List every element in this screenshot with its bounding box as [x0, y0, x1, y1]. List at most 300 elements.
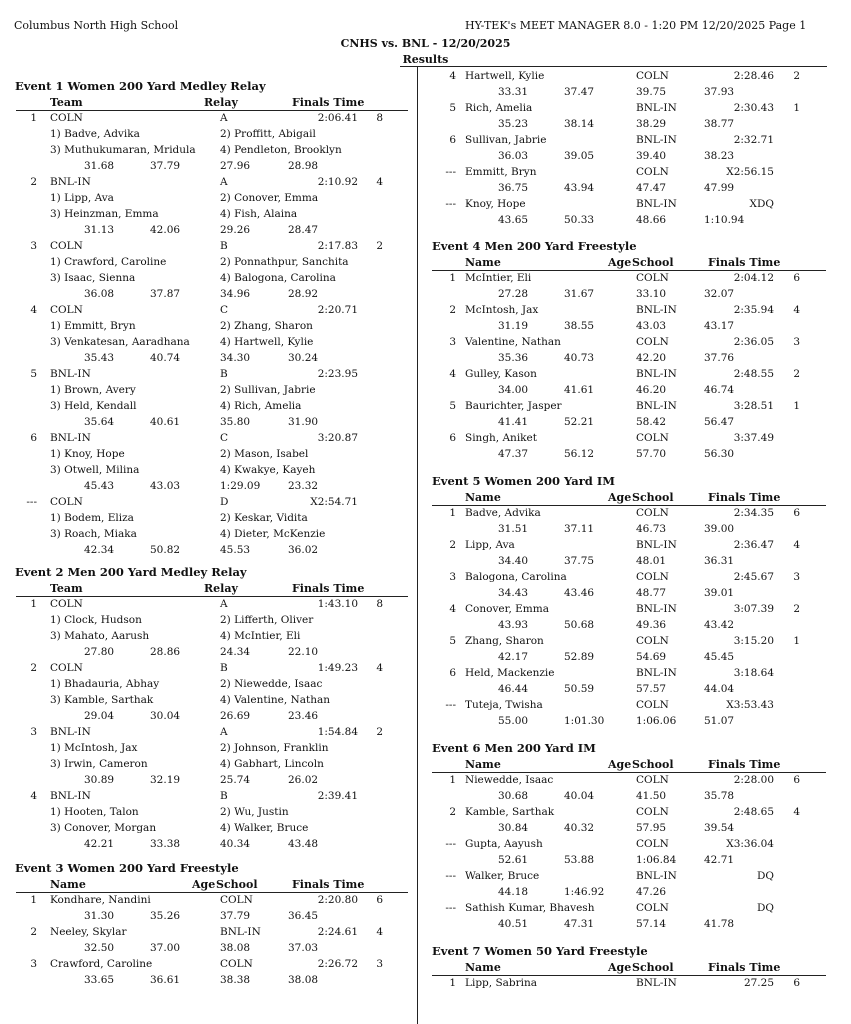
age-header: Age	[608, 961, 632, 974]
swimmer: 3) Muthukumaran, Mridula	[50, 144, 196, 156]
finals-time: 3:07.39	[733, 603, 774, 615]
split-time: 44.04	[704, 683, 735, 695]
swimmer-row	[0, 144, 417, 160]
swimmer: 3) Irwin, Cameron	[50, 758, 148, 770]
points: 4	[376, 926, 383, 938]
split-row	[0, 774, 417, 790]
swimmer: 1) Hooten, Talon	[50, 806, 139, 818]
swimmer-name: Balogona, Carolina	[465, 571, 567, 583]
swimmer-name: Crawford, Caroline	[50, 958, 153, 970]
split-time: 43.03	[636, 320, 667, 332]
age-header: Age	[192, 878, 216, 891]
split-time: 35.78	[704, 790, 735, 802]
split-row	[418, 918, 835, 934]
split-time: 38.08	[288, 974, 319, 986]
school: BNL-IN	[636, 667, 677, 679]
split-time: 53.88	[564, 854, 595, 866]
finals-time-header: Finals Time	[708, 961, 781, 974]
result-row	[418, 198, 835, 214]
split-time: 37.47	[564, 86, 595, 98]
finals-time: 2:24.61	[317, 926, 358, 938]
swimmer-row	[0, 256, 417, 272]
relay-letter: B	[220, 662, 228, 674]
swimmer-name: Gupta, Aayush	[465, 838, 543, 850]
event-title: Event 3 Women 200 Yard Freestyle	[15, 861, 239, 875]
finals-time: 1:49.23	[317, 662, 358, 674]
split-time: 37.93	[704, 86, 735, 98]
school: COLN	[636, 838, 669, 850]
swimmer-name: McIntier, Eli	[465, 272, 532, 284]
place: 1	[449, 272, 456, 284]
school: BNL-IN	[636, 304, 677, 316]
place: 3	[30, 726, 37, 738]
result-row	[418, 977, 835, 993]
result-row	[0, 304, 417, 320]
school-header: School	[632, 961, 674, 974]
results-heading: Results	[402, 53, 449, 66]
split-time: 44.18	[498, 886, 529, 898]
event-title: Event 4 Men 200 Yard Freestyle	[432, 239, 637, 253]
swimmer-row	[0, 464, 417, 480]
split-time: 1:29.09	[220, 480, 261, 492]
finals-time: 2:35.94	[733, 304, 774, 316]
split-time: 36.31	[704, 555, 735, 567]
split-time: 31.30	[84, 910, 115, 922]
points: 6	[376, 894, 383, 906]
result-row	[0, 496, 417, 512]
split-time: 33.10	[636, 288, 667, 300]
school: COLN	[636, 432, 669, 444]
place: 1	[30, 598, 37, 610]
swimmer: 3) Held, Kendall	[50, 400, 137, 412]
relay-letter: A	[220, 726, 228, 738]
finals-time-header: Finals Time	[292, 582, 365, 595]
split-time: 47.26	[636, 886, 667, 898]
team: BNL-IN	[50, 726, 91, 738]
split-row	[418, 715, 835, 731]
place: 1	[449, 507, 456, 519]
split-time: 32.07	[704, 288, 735, 300]
split-time: 40.04	[564, 790, 595, 802]
place: 5	[449, 400, 456, 412]
school: BNL-IN	[636, 977, 677, 989]
school: COLN	[636, 70, 669, 82]
team: COLN	[50, 112, 83, 124]
swimmer: 1) Emmitt, Bryn	[50, 320, 136, 332]
relay-letter: B	[220, 790, 228, 802]
split-row	[418, 651, 835, 667]
split-time: 36.08	[84, 288, 115, 300]
finals-time: X3:53.43	[726, 699, 774, 711]
split-row	[418, 448, 835, 464]
split-row	[418, 288, 835, 304]
finals-time-header: Finals Time	[708, 491, 781, 504]
split-row	[0, 352, 417, 368]
split-time: 50.33	[564, 214, 595, 226]
split-row	[418, 320, 835, 336]
result-row	[0, 240, 417, 256]
split-time: 48.77	[636, 587, 667, 599]
points: 2	[793, 70, 800, 82]
event-title: Event 1 Women 200 Yard Medley Relay	[15, 79, 266, 93]
place: 1	[30, 112, 37, 124]
team-header: Team	[50, 96, 83, 109]
split-time: 37.03	[288, 942, 319, 954]
result-row	[0, 894, 417, 910]
swimmer: 3) Mahato, Aarush	[50, 630, 150, 642]
split-time: 31.68	[84, 160, 115, 172]
finals-time: 2:30.43	[733, 102, 774, 114]
swimmer: 4) Valentine, Nathan	[220, 694, 331, 706]
split-time: 34.30	[220, 352, 251, 364]
school: COLN	[636, 336, 669, 348]
split-time: 39.00	[704, 523, 735, 535]
split-row	[0, 974, 417, 990]
split-time: 43.03	[150, 480, 181, 492]
split-time: 38.08	[220, 942, 251, 954]
split-time: 37.00	[150, 942, 181, 954]
split-time: 28.86	[150, 646, 181, 658]
result-row	[418, 336, 835, 352]
split-time: 56.30	[704, 448, 735, 460]
split-time: 1:01.30	[564, 715, 605, 727]
swimmer: 4) Fish, Alaina	[220, 208, 298, 220]
split-row	[418, 683, 835, 699]
split-time: 30.68	[498, 790, 529, 802]
split-row	[0, 838, 417, 854]
split-time: 34.43	[498, 587, 529, 599]
split-time: 31.13	[84, 224, 115, 236]
swimmer: 3) Kamble, Sarthak	[50, 694, 154, 706]
swimmer-row	[0, 192, 417, 208]
finals-time: 3:20.87	[317, 432, 358, 444]
split-time: 26.02	[288, 774, 319, 786]
event-column-headers	[432, 758, 826, 772]
split-time: 41.78	[704, 918, 735, 930]
swimmer-name: Niewedde, Isaac	[465, 774, 554, 786]
place: 1	[449, 977, 456, 989]
split-time: 32.19	[150, 774, 181, 786]
place: ---	[445, 838, 456, 850]
swimmer-row	[0, 400, 417, 416]
result-row	[418, 304, 835, 320]
swimmer: 1) Bhadauria, Abhay	[50, 678, 160, 690]
split-row	[0, 942, 417, 958]
split-time: 37.11	[564, 523, 595, 535]
swimmer-row	[0, 512, 417, 528]
school: COLN	[636, 272, 669, 284]
result-row	[0, 726, 417, 742]
swimmer-name: Hartwell, Kylie	[465, 70, 545, 82]
result-row	[418, 507, 835, 523]
place: 5	[449, 102, 456, 114]
place: 2	[30, 926, 37, 938]
points: 2	[376, 240, 383, 252]
split-time: 39.40	[636, 150, 667, 162]
header-rule	[432, 772, 826, 773]
team: COLN	[50, 304, 83, 316]
points: 6	[793, 977, 800, 989]
swimmer: 2) Conover, Emma	[220, 192, 319, 204]
split-time: 57.95	[636, 822, 667, 834]
relay-letter: C	[220, 432, 229, 444]
split-row	[0, 480, 417, 496]
split-time: 47.99	[704, 182, 735, 194]
split-row	[418, 619, 835, 635]
age-header: Age	[608, 758, 632, 771]
result-row	[418, 272, 835, 288]
split-row	[418, 555, 835, 571]
swimmer: 1) Lipp, Ava	[50, 192, 114, 204]
swimmer-name: Sullivan, Jabrie	[465, 134, 547, 146]
split-time: 43.65	[498, 214, 529, 226]
meet-title: CNHS vs. BNL - 12/20/2025	[340, 37, 511, 50]
split-time: 31.67	[564, 288, 595, 300]
swimmer-row	[0, 336, 417, 352]
header-rule	[16, 596, 408, 597]
finals-time: 2:39.41	[317, 790, 358, 802]
team-header: Team	[50, 582, 83, 595]
swimmer: 3) Isaac, Sienna	[50, 272, 136, 284]
swimmer-row	[0, 694, 417, 710]
place: 4	[30, 304, 37, 316]
finals-time: 2:04.12	[733, 272, 774, 284]
split-row	[0, 710, 417, 726]
split-time: 47.37	[498, 448, 529, 460]
finals-time: 2:17.83	[317, 240, 358, 252]
result-row	[418, 774, 835, 790]
split-time: 26.69	[220, 710, 251, 722]
place: 3	[449, 571, 456, 583]
school: COLN	[636, 806, 669, 818]
points: 1	[793, 102, 800, 114]
split-time: 22.10	[288, 646, 319, 658]
split-time: 31.51	[498, 523, 529, 535]
result-row	[418, 902, 835, 918]
split-time: 40.32	[564, 822, 595, 834]
place: 3	[30, 240, 37, 252]
split-time: 31.90	[288, 416, 319, 428]
swimmer-name: Baurichter, Jasper	[465, 400, 562, 412]
split-time: 40.73	[564, 352, 595, 364]
split-time: 28.92	[288, 288, 319, 300]
finals-time: 2:28.00	[733, 774, 774, 786]
swimmer: 4) Gabhart, Lincoln	[220, 758, 324, 770]
swimmer-row	[0, 208, 417, 224]
place: ---	[445, 870, 456, 882]
split-time: 41.50	[636, 790, 667, 802]
result-row	[418, 603, 835, 619]
school: BNL-IN	[636, 102, 677, 114]
result-row	[418, 806, 835, 822]
swimmer: 1) Knoy, Hope	[50, 448, 125, 460]
split-time: 57.70	[636, 448, 667, 460]
split-time: 37.79	[220, 910, 251, 922]
split-time: 38.23	[704, 150, 735, 162]
finals-time: 2:20.80	[317, 894, 358, 906]
split-time: 45.45	[704, 651, 735, 663]
school: COLN	[636, 902, 669, 914]
split-row	[418, 182, 835, 198]
swimmer-name: Rich, Amelia	[465, 102, 533, 114]
split-time: 39.01	[704, 587, 735, 599]
header-rule	[432, 505, 826, 506]
relay-letter: A	[220, 176, 228, 188]
finals-time-header: Finals Time	[292, 96, 365, 109]
swimmer: 3) Conover, Morgan	[50, 822, 157, 834]
finals-time: 1:54.84	[317, 726, 358, 738]
finals-time: 3:18.64	[733, 667, 774, 679]
result-row	[0, 432, 417, 448]
split-time: 52.89	[564, 651, 595, 663]
place: 6	[449, 667, 456, 679]
split-time: 37.76	[704, 352, 735, 364]
swimmer-row	[0, 758, 417, 774]
swimmer-row	[0, 678, 417, 694]
split-time: 1:10.94	[704, 214, 745, 226]
swimmer: 2) Zhang, Sharon	[220, 320, 313, 332]
split-time: 38.77	[704, 118, 735, 130]
team: COLN	[50, 598, 83, 610]
result-row	[418, 635, 835, 651]
place: 6	[449, 432, 456, 444]
finals-time: 2:28.46	[733, 70, 774, 82]
place: 4	[449, 603, 456, 615]
split-time: 50.68	[564, 619, 595, 631]
split-time: 50.59	[564, 683, 595, 695]
split-time: 38.14	[564, 118, 595, 130]
split-time: 36.02	[288, 544, 319, 556]
points: 4	[376, 662, 383, 674]
split-time: 29.04	[84, 710, 115, 722]
finals-time: DQ	[756, 870, 774, 882]
split-time: 34.00	[498, 384, 529, 396]
result-row	[418, 70, 835, 86]
points: 2	[793, 368, 800, 380]
points: 4	[793, 539, 800, 551]
split-time: 27.96	[220, 160, 251, 172]
split-time: 56.12	[564, 448, 595, 460]
finals-time: 2:20.71	[317, 304, 358, 316]
header-rule	[432, 975, 826, 976]
split-row	[418, 886, 835, 902]
place: 1	[449, 774, 456, 786]
split-time: 35.23	[498, 118, 529, 130]
finals-time-header: Finals Time	[292, 878, 365, 891]
swimmer-name: Lipp, Sabrina	[465, 977, 538, 989]
split-time: 40.51	[498, 918, 529, 930]
header-rule	[432, 270, 826, 271]
relay-letter: D	[220, 496, 229, 508]
split-row	[0, 910, 417, 926]
split-time: 33.31	[498, 86, 529, 98]
split-time: 35.80	[220, 416, 251, 428]
swimmer-row	[0, 806, 417, 822]
name-header: Name	[50, 878, 86, 891]
finals-time: 2:10.92	[317, 176, 358, 188]
split-time: 43.93	[498, 619, 529, 631]
age-header: Age	[608, 491, 632, 504]
split-time: 35.64	[84, 416, 115, 428]
split-time: 35.26	[150, 910, 181, 922]
swimmer-row	[0, 320, 417, 336]
finals-time: 3:37.49	[733, 432, 774, 444]
split-time: 46.73	[636, 523, 667, 535]
swimmer: 2) Sullivan, Jabrie	[220, 384, 316, 396]
split-time: 43.46	[564, 587, 595, 599]
swimmer-row	[0, 528, 417, 544]
split-time: 58.42	[636, 416, 667, 428]
split-time: 46.74	[704, 384, 735, 396]
swimmer: 2) Keskar, Vidita	[220, 512, 308, 524]
split-time: 1:06.06	[636, 715, 677, 727]
finals-time: X2:56.15	[726, 166, 774, 178]
split-time: 56.47	[704, 416, 735, 428]
split-time: 45.53	[220, 544, 251, 556]
place: 4	[30, 790, 37, 802]
split-time: 25.74	[220, 774, 251, 786]
swimmer-name: Neeley, Skylar	[50, 926, 127, 938]
split-row	[418, 587, 835, 603]
finals-time: X3:36.04	[726, 838, 774, 850]
split-time: 36.61	[150, 974, 181, 986]
school: BNL-IN	[636, 603, 677, 615]
split-time: 34.96	[220, 288, 251, 300]
result-row	[418, 539, 835, 555]
result-row	[418, 368, 835, 384]
software-header: HY-TEK's MEET MANAGER 8.0 - 1:20 PM 12/20/2025 Page 1	[465, 19, 807, 32]
split-time: 36.03	[498, 150, 529, 162]
swimmer-name: Tuteja, Twisha	[465, 699, 543, 711]
result-row	[418, 432, 835, 448]
event-column-headers	[432, 256, 826, 270]
place: 2	[30, 176, 37, 188]
result-row	[0, 790, 417, 806]
split-time: 42.20	[636, 352, 667, 364]
split-time: 32.50	[84, 942, 115, 954]
swimmer-name: Lipp, Ava	[465, 539, 515, 551]
split-row	[418, 416, 835, 432]
school: COLN	[636, 166, 669, 178]
swimmer: 3) Otwell, Milina	[50, 464, 140, 476]
finals-time: 3:28.51	[733, 400, 774, 412]
finals-time: 2:48.55	[733, 368, 774, 380]
points: 8	[376, 112, 383, 124]
swimmer: 4) Dieter, McKenzie	[220, 528, 326, 540]
school: COLN	[636, 635, 669, 647]
split-time: 42.06	[150, 224, 181, 236]
split-time: 38.55	[564, 320, 595, 332]
team: BNL-IN	[50, 176, 91, 188]
relay-letter: C	[220, 304, 229, 316]
split-time: 55.00	[498, 715, 529, 727]
school: BNL-IN	[636, 400, 677, 412]
relay-header: Relay	[204, 582, 238, 595]
finals-time: 27.25	[743, 977, 774, 989]
school: COLN	[636, 571, 669, 583]
split-row	[0, 646, 417, 662]
split-time: 34.40	[498, 555, 529, 567]
event-column-headers	[16, 582, 408, 596]
relay-letter: A	[220, 112, 228, 124]
place: 5	[30, 368, 37, 380]
swimmer-row	[0, 822, 417, 838]
swimmer: 4) Kwakye, Kayeh	[220, 464, 316, 476]
finals-time: 2:06.41	[317, 112, 358, 124]
finals-time: XDQ	[749, 198, 774, 210]
split-time: 46.20	[636, 384, 667, 396]
swimmer-name: McIntosh, Jax	[465, 304, 539, 316]
